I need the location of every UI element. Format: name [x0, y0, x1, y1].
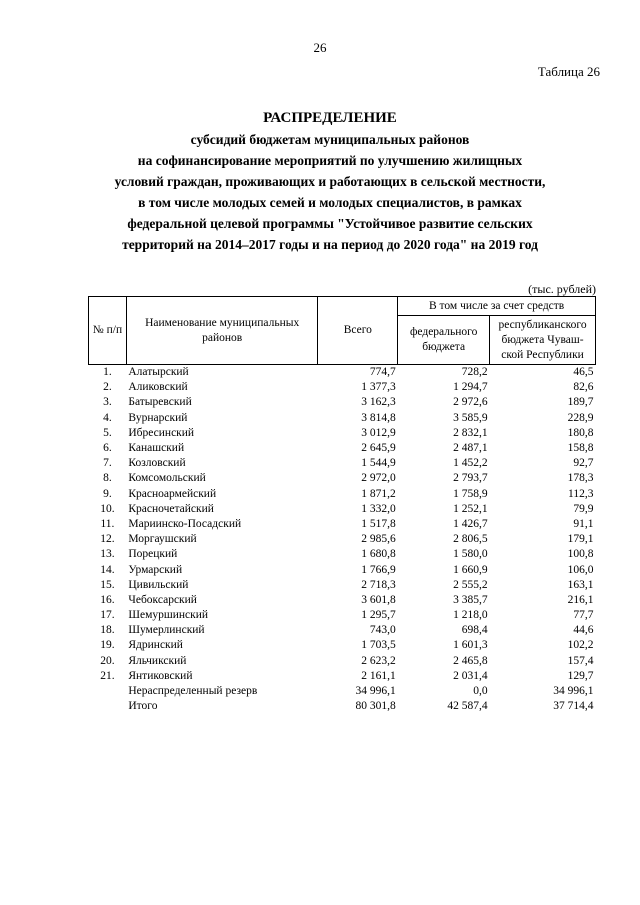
row-federal: 2 832,1: [453, 426, 488, 439]
row-num: 17.: [100, 609, 115, 622]
row-republic: 163,1: [567, 578, 594, 591]
row-republic: 100,8: [567, 548, 594, 561]
row-name: Красноармейский: [128, 487, 217, 500]
row-federal: 2 555,2: [453, 578, 488, 591]
table-row: [89, 578, 596, 593]
row-federal: 698,4: [461, 624, 488, 637]
row-federal: 3 585,9: [453, 411, 488, 424]
row-republic: 92,7: [573, 457, 594, 470]
row-total: 2 985,6: [361, 533, 396, 546]
table-label: Таблица 26: [537, 64, 600, 79]
row-name: Алатырский: [128, 366, 189, 379]
row-republic: 129,7: [567, 669, 594, 682]
table-row: [89, 669, 596, 684]
row-total: 2 718,3: [361, 578, 396, 591]
row-name: Ядринский: [128, 639, 183, 652]
row-republic: 216,1: [567, 593, 594, 606]
row-federal: 42 587,4: [447, 700, 488, 713]
row-name: Комсомольский: [128, 472, 206, 485]
row-republic: 112,3: [568, 487, 594, 500]
row-total: 1 871,2: [361, 487, 396, 500]
row-name: Батыревский: [128, 396, 192, 409]
row-name: Ибресинский: [128, 426, 195, 439]
row-total: 1 766,9: [361, 563, 396, 576]
heading-main: РАСПРЕДЕЛЕНИЕ: [263, 110, 397, 126]
row-name: Итого: [128, 700, 158, 713]
heading-line: условий граждан, проживающих и работающих в сельской местности,: [114, 174, 546, 189]
row-republic: 91,1: [573, 517, 594, 530]
row-num: [89, 699, 127, 714]
table-row: [89, 380, 596, 395]
row-total: 3 601,8: [361, 593, 396, 606]
row-total: 3 012,9: [361, 426, 396, 439]
row-federal: 728,2: [461, 366, 488, 379]
col-header-num: № п/п: [89, 297, 127, 365]
row-federal: 2 487,1: [453, 442, 488, 455]
row-federal: 2 031,4: [453, 669, 488, 682]
table-row: [89, 471, 596, 486]
row-name: Яльчикский: [128, 654, 187, 667]
table-row: [89, 623, 596, 638]
table-row: [89, 441, 596, 456]
row-num: 3.: [103, 396, 112, 409]
row-total: 743,0: [369, 624, 396, 637]
table-row: [89, 562, 596, 577]
row-name: Козловский: [128, 457, 186, 470]
row-total: 2 161,1: [361, 669, 396, 682]
col-header-federal: федерального бюджета: [398, 316, 490, 365]
row-republic: 189,7: [567, 396, 594, 409]
row-republic: 46,5: [573, 366, 594, 379]
row-name: Аликовский: [128, 381, 188, 394]
row-federal: 2 793,7: [453, 472, 488, 485]
row-num: 14.: [100, 563, 115, 576]
row-federal: 1 294,7: [453, 381, 488, 394]
row-name: Цивильский: [128, 578, 189, 591]
row-num: [89, 684, 127, 699]
row-federal: 1 426,7: [453, 517, 488, 530]
col-header-total: Всего: [318, 297, 398, 365]
row-num: 16.: [100, 593, 115, 606]
row-federal: 1 580,0: [453, 548, 488, 561]
row-republic: 106,0: [567, 563, 594, 576]
row-num: 6.: [103, 442, 112, 455]
row-num: 20.: [100, 654, 115, 667]
table-row: [89, 456, 596, 471]
row-total: 2 645,9: [361, 442, 396, 455]
row-total: 1 703,5: [361, 639, 396, 652]
row-total: 1 377,3: [361, 381, 396, 394]
row-name: Моргаушский: [128, 533, 197, 546]
table-row: [89, 502, 596, 517]
table-row: [89, 411, 596, 426]
table-body: [89, 365, 596, 715]
row-num: 15.: [100, 578, 115, 591]
document-heading: [60, 108, 600, 255]
table-row: [89, 487, 596, 502]
row-total: 1 680,8: [361, 548, 396, 561]
row-republic: 34 996,1: [553, 685, 594, 698]
row-name: Чебоксарский: [128, 593, 197, 606]
row-federal: 2 972,6: [453, 396, 488, 409]
row-republic: 79,9: [573, 502, 594, 515]
row-total: 1 332,0: [361, 502, 396, 515]
col-header-republic: республиканского бюджета Чуваш-ской Республики: [490, 316, 596, 365]
heading-line: субсидий бюджетам муниципальных районов: [190, 132, 470, 147]
row-total: 80 301,8: [355, 700, 396, 713]
row-total: 2 972,0: [361, 472, 396, 485]
heading-line: в том числе молодых семей и молодых специалистов, в рамках: [138, 195, 522, 210]
row-total: 1 517,8: [361, 517, 396, 530]
table-row: [89, 638, 596, 653]
row-name: Урмарский: [128, 563, 183, 576]
table-row: [89, 532, 596, 547]
row-num: 8.: [103, 472, 112, 485]
row-total: 1 295,7: [361, 609, 396, 622]
row-republic: 102,2: [567, 639, 594, 652]
row-federal: 1 252,1: [453, 502, 488, 515]
row-num: 11.: [100, 517, 115, 530]
table-row: [89, 426, 596, 441]
row-federal: 1 601,3: [453, 639, 488, 652]
row-republic: 179,1: [567, 533, 594, 546]
table-row: [89, 395, 596, 410]
table-row: [89, 699, 596, 714]
row-num: 9.: [103, 487, 112, 500]
page-number: 26: [313, 40, 327, 55]
units-label: (тыс. рублей): [528, 282, 596, 296]
col-header-name: Наименование муниципальных районов: [126, 297, 318, 365]
table-row: [89, 684, 596, 699]
row-total: 774,7: [369, 366, 396, 379]
row-num: 13.: [100, 548, 115, 561]
row-total: 2 623,2: [361, 654, 396, 667]
row-republic: 37 714,4: [553, 700, 594, 713]
row-republic: 228,9: [567, 411, 594, 424]
table-row: [89, 517, 596, 532]
row-name: Янтиковский: [128, 669, 193, 682]
row-republic: 77,7: [573, 609, 594, 622]
row-republic: 157,4: [567, 654, 594, 667]
table-row: [89, 593, 596, 608]
row-num: 10.: [100, 502, 115, 515]
row-total: 1 544,9: [361, 457, 396, 470]
row-federal: 1 452,2: [453, 457, 488, 470]
row-name: Шемуршинский: [128, 609, 209, 622]
row-federal: 1 660,9: [453, 563, 488, 576]
row-federal: 0,0: [473, 685, 488, 698]
col-header-group: В том числе за счет средств: [398, 297, 596, 316]
row-federal: 1 218,0: [453, 609, 488, 622]
row-federal: 1 758,9: [453, 487, 488, 500]
table-row: [89, 547, 596, 562]
row-republic: 158,8: [567, 442, 594, 455]
row-republic: 180,8: [567, 426, 594, 439]
row-num: 21.: [100, 669, 115, 682]
distribution-table: [88, 296, 596, 714]
heading-line: федеральной целевой программы "Устойчивое развитие сельских: [127, 216, 533, 231]
row-num: 7.: [103, 457, 112, 470]
row-name: Нераспределенный резерв: [128, 685, 258, 698]
row-name: Порецкий: [128, 548, 178, 561]
row-num: 12.: [100, 533, 115, 546]
row-name: Шумерлинский: [128, 624, 205, 637]
row-total: 3 814,8: [361, 411, 396, 424]
row-total: 34 996,1: [355, 685, 396, 698]
row-num: 18.: [100, 624, 115, 637]
table-row: [89, 365, 596, 381]
row-republic: 82,6: [573, 381, 594, 394]
row-name: Канашский: [128, 442, 185, 455]
row-republic: 44,6: [573, 624, 594, 637]
row-federal: 3 385,7: [453, 593, 488, 606]
heading-line: территорий на 2014–2017 годы и на период до 2020 года" на 2019 год: [122, 237, 538, 252]
heading-line: на софинансирование мероприятий по улучшению жилищных: [137, 153, 523, 168]
row-num: 4.: [103, 411, 112, 424]
row-republic: 178,3: [567, 472, 594, 485]
row-federal: 2 806,5: [453, 533, 488, 546]
row-num: 2.: [103, 381, 112, 394]
row-total: 3 162,3: [361, 396, 396, 409]
row-name: Мариинско-Посадский: [128, 517, 242, 530]
row-name: Красночетайский: [128, 502, 214, 515]
row-num: 19.: [100, 639, 115, 652]
row-name: Вурнарский: [128, 411, 188, 424]
row-num: 1.: [103, 366, 112, 379]
table-row: [89, 608, 596, 623]
row-federal: 2 465,8: [453, 654, 488, 667]
table-row: [89, 654, 596, 669]
row-num: 5.: [103, 426, 112, 439]
